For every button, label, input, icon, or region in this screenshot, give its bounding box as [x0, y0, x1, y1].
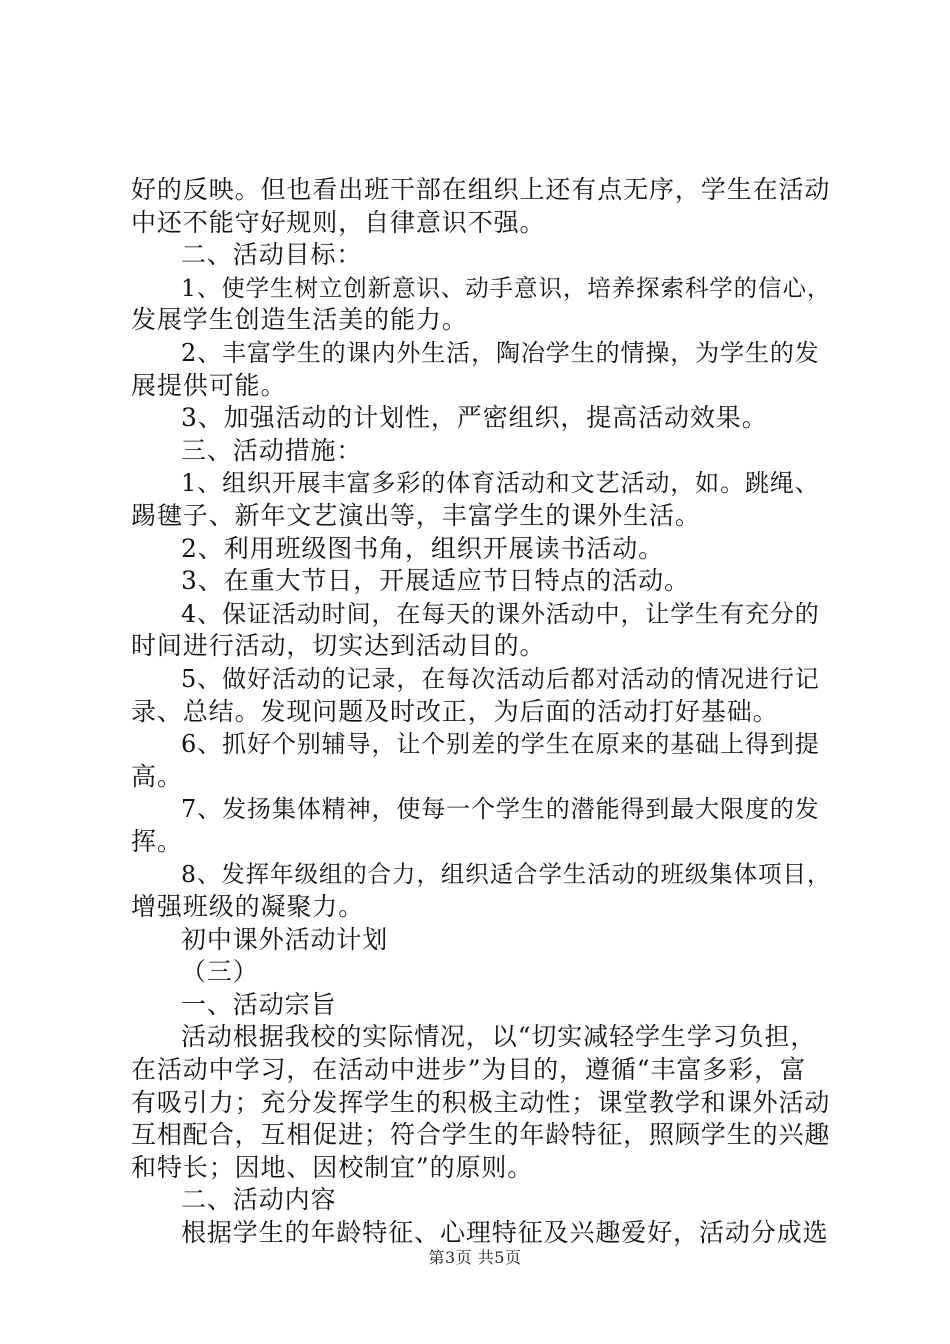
text-line: 和特长；因地、因校制宜”的原则。: [131, 1152, 534, 1182]
text-line: 二、活动目标：: [181, 240, 363, 270]
text-line: 3、在重大节日，开展适应节日特点的活动。: [181, 566, 690, 596]
text-line: 2、利用班级图书角，组织开展读书活动。: [181, 533, 665, 563]
text-line: 踢毽子、新年文艺演出等，丰富学生的课外生活。: [131, 500, 701, 530]
text-line: 8、发挥年级组的合力，组织适合学生活动的班级集体项目，: [181, 860, 832, 889]
text-line: 7、发扬集体精神，使每一个学生的潜能得到最大限度的发: [181, 795, 820, 824]
text-line: 2、丰富学生的课内外生活，陶冶学生的情操，为学生的发: [181, 338, 820, 367]
text-line: 时间进行活动，切实达到活动目的。: [131, 631, 546, 661]
text-line: 6、抓好个别辅导，让个别差的学生在原来的基础上得到提: [181, 730, 820, 759]
text-line: 发展学生创造生活美的能力。: [131, 305, 468, 335]
text-line: 高。: [131, 761, 183, 791]
text-line: 活动根据我校的实际情况，以“切实减轻学生学习负担，: [181, 1022, 817, 1052]
text-line: 互相配合，互相促进；符合学生的年龄特征，照顾学生的兴趣: [131, 1120, 831, 1150]
text-line: 1、组织开展丰富多彩的体育活动和文艺活动，如。跳绳、: [181, 469, 820, 498]
text-line: 增强班级的凝聚力。: [131, 892, 365, 922]
text-line: 初中课外活动计划: [181, 924, 389, 954]
text-line: 根据学生的年龄特征、心理特征及兴趣爱好，活动分成选: [181, 1218, 829, 1247]
document-body: [131, 174, 831, 1250]
text-line: 5、做好活动的记录，在每次活动后都对活动的情况进行记: [181, 664, 820, 693]
text-line: 在活动中学习，在活动中进步”为目的，遵循“丰富多彩，富: [131, 1055, 806, 1085]
text-line: 二、活动内容: [181, 1185, 337, 1215]
text-line: 三、活动措施：: [181, 435, 363, 465]
text-line: 录、总结。发现问题及时改正，为后面的活动打好基础。: [131, 696, 779, 726]
text-line: 好的反映。但也看出班干部在组织上还有点无序，学生在活动: [131, 175, 831, 204]
text-line: 中还不能守好规则，自律意识不强。: [131, 207, 546, 237]
text-line: 一、活动宗旨: [181, 989, 337, 1019]
text-line: 3、加强活动的计划性，严密组织，提高活动效果。: [181, 403, 768, 433]
text-line: 4、保证活动时间，在每天的课外活动中，让学生有充分的: [181, 599, 820, 628]
text-line: 展提供可能。: [131, 370, 287, 400]
text-line: 挥。: [131, 826, 183, 856]
text-line: （三）: [181, 957, 259, 987]
text-line: 有吸引力；充分发挥学生的积极主动性；课堂教学和课外活动: [131, 1087, 831, 1117]
text-line: 1、使学生树立创新意识、动手意识，培养探索科学的信心，: [181, 273, 832, 302]
page-footer: 第3页 共5页: [428, 1248, 522, 1267]
